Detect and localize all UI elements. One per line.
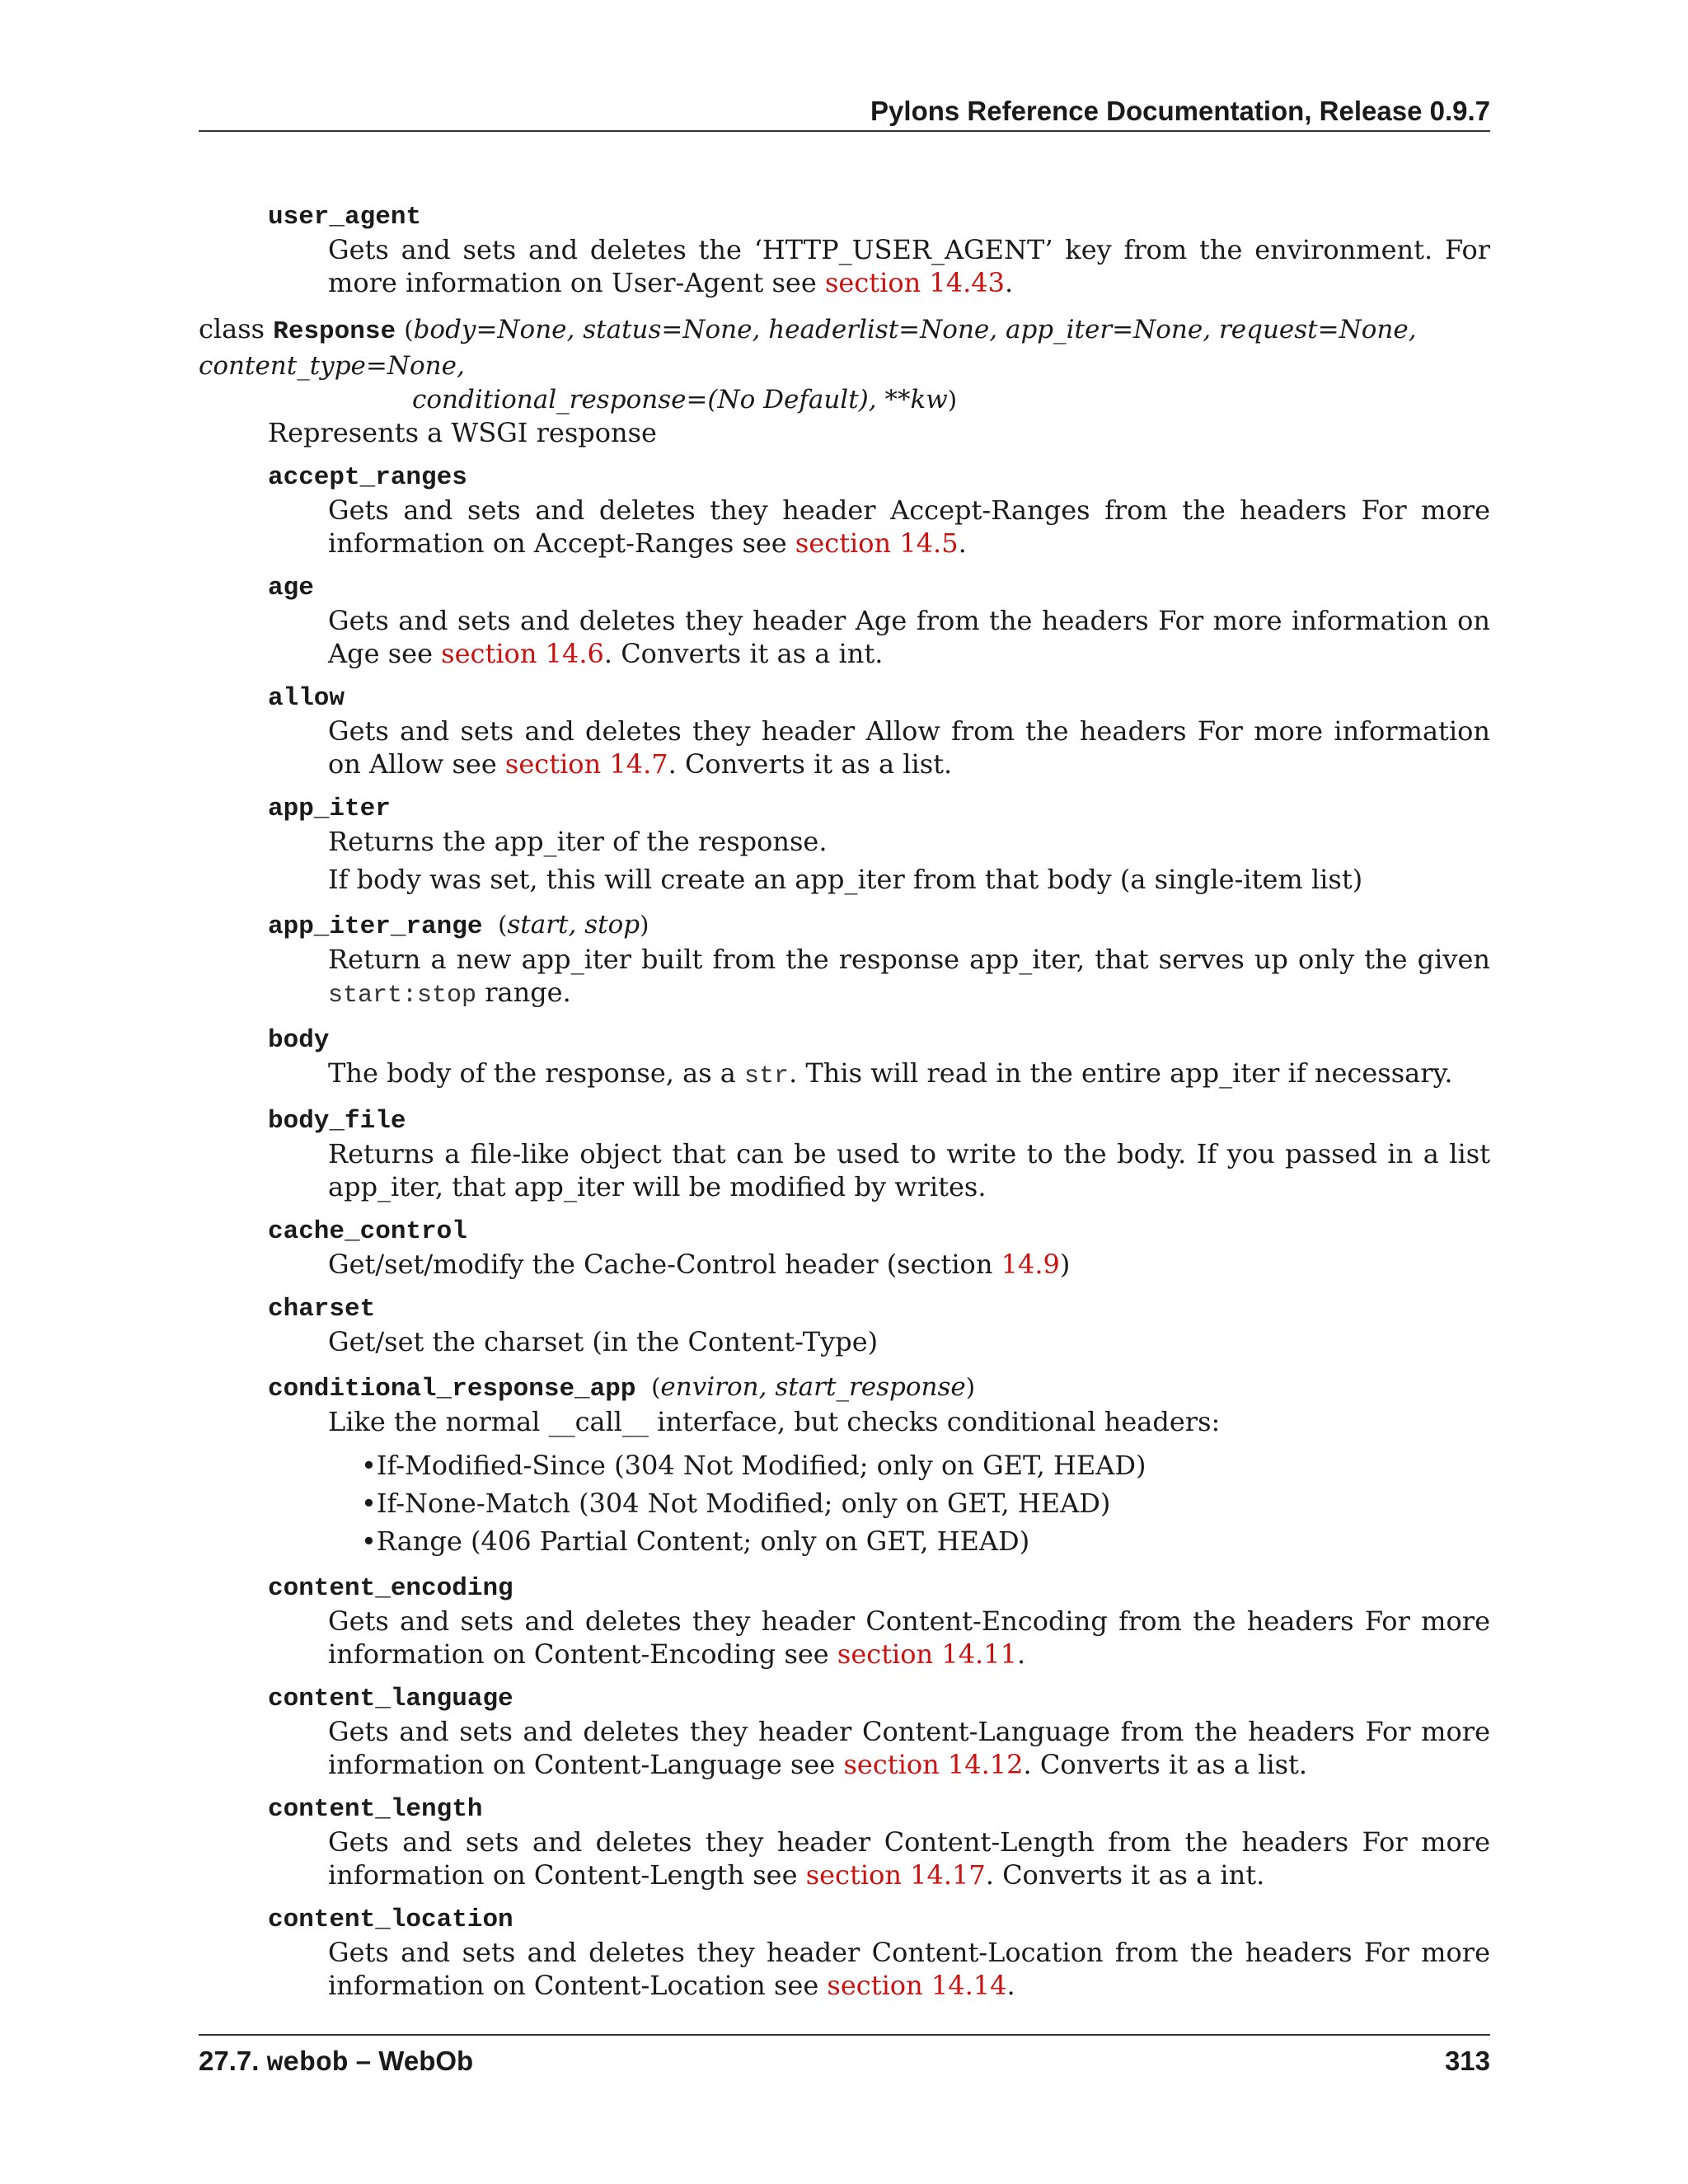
attr-desc-accept-ranges (328, 494, 1490, 560)
attr-desc-app-iter-1: Returns the app_iter of the response. (328, 826, 828, 857)
attr-desc-conditional-response-app (328, 1405, 1490, 1560)
attr-desc-app-iter-2: If body was set, this will create an app_iter from that body (a single-item list) (328, 864, 1363, 895)
attr-name-accept-ranges: accept_ranges (268, 463, 467, 492)
class-signature-cont (199, 382, 1490, 416)
section-link[interactable]: section 14.6 (441, 638, 604, 669)
attr-desc-allow (328, 715, 1490, 780)
attr-name-user-agent: user_agent (268, 203, 422, 232)
attr-name-content-length: content_length (268, 1795, 483, 1824)
desc-tail: . (1004, 267, 1014, 298)
desc-tail: range. (476, 977, 571, 1008)
inline-code: str (744, 1062, 790, 1090)
section-link[interactable]: section 14.11 (837, 1638, 1017, 1670)
list-item: •If-None-Match (304 Not Modified; only on GET, HEAD) (361, 1488, 1111, 1519)
desc-text: Gets and sets and deletes they header Age from the headers For more information on Age see (328, 605, 1490, 669)
desc-tail: ) (1059, 1249, 1071, 1280)
desc-text: Gets and sets and deletes they header Content-Length from the headers For more information on Content-Length see (328, 1826, 1490, 1891)
desc-tail: . (1006, 1970, 1015, 2001)
entry-age (199, 573, 1490, 670)
header-title: Pylons Reference Documentation, Release 0.9.7 (870, 96, 1490, 126)
desc-text: Gets and sets and deletes they header Accept-Ranges from the headers For more information on Accept-Ranges see (328, 494, 1490, 559)
open-paren: ( (651, 1373, 661, 1401)
page-content (199, 202, 1490, 2015)
desc-text: The body of the response, as a (328, 1057, 745, 1089)
entry-conditional-response-app (199, 1371, 1490, 1560)
section-link[interactable]: section 14.5 (795, 527, 959, 559)
class-name: Response (273, 317, 396, 346)
desc-tail: . Converts it as a list. (668, 748, 953, 780)
bullet-list (361, 1446, 1490, 1560)
desc-text: Get/set/modify the Cache-Control header (section (328, 1249, 1001, 1280)
close-paren: ) (965, 1373, 976, 1401)
attr-name-body: body (268, 1026, 330, 1055)
footer-title: – WebOb (355, 2046, 474, 2076)
entry-body-file (199, 1106, 1490, 1203)
class-signature (199, 312, 1490, 382)
attr-name-age: age (268, 574, 314, 602)
desc-tail: . (1016, 1638, 1026, 1670)
entry-accept-ranges (199, 462, 1490, 560)
class-response (199, 312, 1490, 2002)
method-args: start, stop (507, 910, 640, 940)
section-link[interactable]: section 14.43 (824, 267, 1005, 298)
attr-name-body-file: body_file (268, 1107, 406, 1136)
attr-desc-content-language (328, 1715, 1490, 1781)
desc-text: Gets and sets and deletes they header Allow from the headers For more information on Allow see (328, 715, 1490, 780)
attr-name-content-encoding: content_encoding (268, 1574, 513, 1603)
desc-tail: . Converts it as a int. (985, 1859, 1265, 1891)
attr-desc-body (328, 1057, 1490, 1093)
attr-desc-user-agent (328, 233, 1490, 299)
close-paren: ) (947, 386, 958, 414)
class-args-line1: body=None, status=None, headerlist=None, app_iter=None, request=None, content_type=None, (199, 315, 1417, 381)
attr-desc-age (328, 604, 1490, 670)
list-item: •Range (406 Partial Content; only on GET, HEAD) (361, 1526, 1030, 1557)
footer-section-number: 27.7. (199, 2046, 260, 2076)
running-header (199, 92, 1490, 132)
section-link[interactable]: section 14.17 (805, 1859, 986, 1891)
entry-cache-control (199, 1216, 1490, 1281)
attr-desc-charset: Get/set the charset (in the Content-Type) (328, 1326, 879, 1357)
class-args-line2: conditional_response=(No Default), **kw (412, 385, 948, 415)
desc-text: Gets and sets and deletes the ‘HTTP_USER_AGENT’ key from the environment. For more information on User-Agent see (328, 234, 1490, 298)
entry-allow (199, 683, 1490, 780)
class-keyword: class (199, 313, 265, 344)
attr-desc-cache-control (328, 1248, 1490, 1281)
desc-text: Gets and sets and deletes they header Content-Encoding from the headers For more information on Content-Encoding see (328, 1605, 1490, 1670)
footer-section-title (199, 2041, 473, 2082)
attr-name-charset: charset (268, 1295, 376, 1324)
close-paren: ) (640, 911, 649, 939)
section-link[interactable]: section 14.12 (843, 1749, 1024, 1780)
desc-text: Gets and sets and deletes they header Content-Language from the headers For more information on Content-Language see (328, 1716, 1490, 1780)
attr-desc-app-iter-range (328, 943, 1490, 1012)
attr-name-app-iter: app_iter (268, 794, 391, 823)
entry-charset (199, 1294, 1490, 1358)
open-paren: ( (498, 911, 508, 939)
page-number: 313 (1444, 2046, 1490, 2076)
entry-app-iter-range (199, 909, 1490, 1012)
attr-desc-content-location (328, 1936, 1490, 2002)
desc-tail: . (958, 527, 967, 559)
entry-body (199, 1025, 1490, 1093)
attr-name-content-location: content_location (268, 1905, 513, 1934)
desc-tail: . This will read in the entire app_iter if necessary. (789, 1057, 1453, 1089)
method-name: conditional_response_app (268, 1375, 636, 1404)
method-name: app_iter_range (268, 912, 483, 941)
attr-name-allow: allow (268, 684, 345, 713)
attr-name-content-language: content_language (268, 1685, 513, 1713)
entry-app-iter (199, 794, 1490, 896)
entry-content-length (199, 1794, 1490, 1891)
desc-tail: . Converts it as a list. (1023, 1749, 1308, 1780)
desc-text: Like the normal __call__ interface, but checks conditional headers: (328, 1406, 1221, 1437)
list-item: •If-Modified-Since (304 Not Modified; only on GET, HEAD) (361, 1450, 1146, 1481)
method-args: environ, start_response (660, 1372, 966, 1402)
attr-desc-content-encoding (328, 1605, 1490, 1671)
open-paren: ( (404, 316, 414, 344)
desc-text: Gets and sets and deletes they header Content-Location from the headers For more information on Content-Location see (328, 1937, 1490, 2001)
entry-content-encoding (199, 1573, 1490, 1671)
attr-desc-body-file: Returns a file-like object that can be used to write to the body. If you passed in a list app_iter, that app_iter will be modified by writes. (328, 1138, 1490, 1202)
section-link[interactable]: section 14.14 (827, 1970, 1007, 2001)
desc-tail: . Converts it as a int. (603, 638, 884, 669)
attr-name-cache-control: cache_control (268, 1217, 467, 1246)
class-description: Represents a WSGI response (268, 417, 657, 448)
footer-module: webob (266, 2048, 349, 2079)
desc-text: Return a new app_iter built from the response app_iter, that serves up only the given (328, 944, 1490, 975)
attr-desc-content-length (328, 1825, 1490, 1891)
section-link[interactable]: section 14.7 (504, 748, 668, 780)
running-footer (199, 2034, 1490, 2082)
entry-content-language (199, 1684, 1490, 1781)
method-signature-conditional-response-app (268, 1371, 1490, 1405)
section-link[interactable]: 14.9 (1001, 1249, 1060, 1280)
entry-user-agent (199, 202, 1490, 299)
entry-content-location (199, 1905, 1490, 2002)
inline-code: start:stop (328, 982, 477, 1010)
method-signature-app-iter-range (268, 909, 1490, 943)
